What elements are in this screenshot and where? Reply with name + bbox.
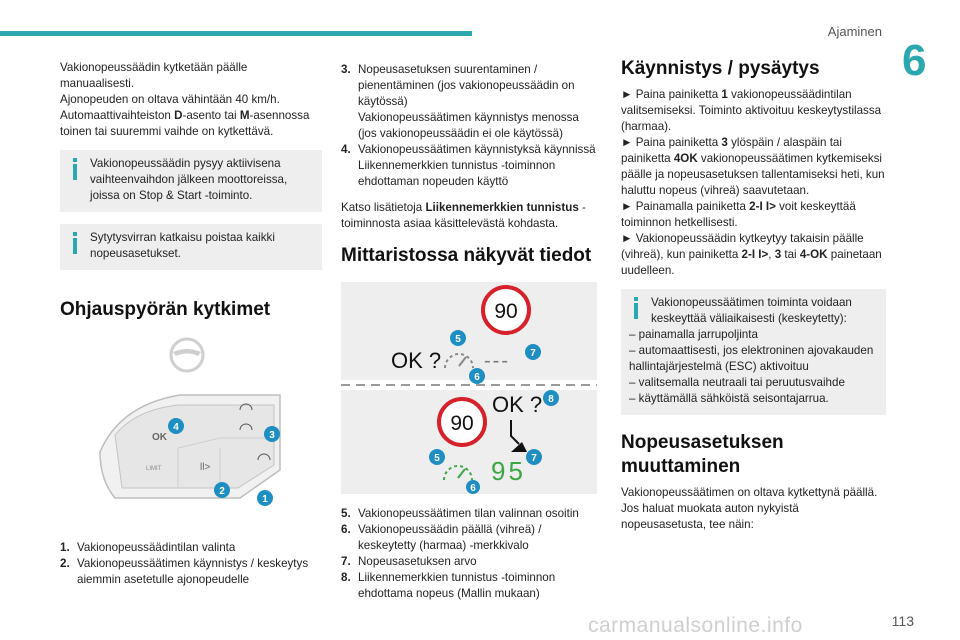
page-number: 113 [891, 613, 914, 629]
list-item: 6. Vakionopeussäädin päällä (vihreä) / keskeytetty (harmaa) -merkkivalo [341, 523, 542, 552]
list-item: 2. Vakionopeussäätimen käynnistys / keskeytys aiemmin asetetulle ajonopeudelle [60, 557, 309, 586]
header-accent-bar [0, 31, 472, 36]
list-item: 1. Vakionopeussäädintilan valinta [60, 541, 236, 554]
column-2 [341, 62, 597, 602]
info-box: Vakionopeussäätimen toiminta voidaan keskeyttää väliaikaisesti (keskeytetty): – painamalla jarrupoljinta – automaattisesti, jos elektroninen ajovakauden hallintajärjestelmä (ESC) aktivoituu – valitsemalla neutraali tai peruutusvaihde – käyttämällä sähköistä seisontajarrua. [621, 289, 886, 415]
step-paragraph: ► Vakionopeussäädin kytkeytyy takaisin päälle (vihreä), kun painiketta 2-I I>, 3 tai 4-OK painetaan uudelleen. [621, 232, 882, 277]
ok-prompt: OK ? [492, 392, 543, 417]
svg-text:ll>: ll> [200, 462, 211, 473]
column-1 [60, 60, 322, 588]
set-speed-value: 95 [491, 456, 526, 486]
info-item: – painamalla jarrupoljinta [629, 328, 758, 341]
svg-text:90: 90 [494, 300, 518, 323]
speed-limit-sign [483, 287, 529, 333]
list-item: 3. Nopeusasetuksen suurentaminen / pienentäminen (jos vakionopeussäädin on käytössä) Vakionopeussäätimen käynnistys menossa (jos vakionopeussäädin ei ole käytössä) [341, 63, 579, 140]
section-heading: Käynnistys / pysäytys [621, 58, 820, 79]
info-icon [69, 232, 81, 254]
watermark: carmanualsonline.info [588, 614, 803, 637]
info-item: – käyttämällä sähköistä seisontajarrua. [629, 392, 829, 405]
set-speed-placeholder: --- [484, 350, 510, 372]
svg-text:5: 5 [434, 453, 440, 464]
callout-badge-1 [257, 490, 273, 506]
callout-badge-2 [214, 482, 230, 498]
svg-text:4: 4 [173, 422, 179, 433]
callout-badge-5 [450, 330, 466, 346]
controls-list-continued [341, 62, 597, 190]
controls-list [60, 540, 322, 588]
intro-paragraph: Vakionopeussäädin kytketään päälle manuaalisesti. Ajonopeuden on oltava vähintään 40 km/h. Automaattivaihteiston D-asento tai M-asennossa toinen tai suuremmi vaihde on kytkettävä. [60, 61, 310, 138]
list-item: 8. Liikennemerkkien tunnistus -toiminnon ehdottama nopeus (Mallin mukaan) [341, 571, 556, 600]
body-paragraph: Jos haluat muokata auton nykyistä nopeusasetusta, tee näin: [621, 502, 799, 531]
speed-limit-sign [439, 399, 485, 445]
svg-text:6: 6 [474, 372, 480, 383]
svg-text:6: 6 [470, 483, 476, 494]
list-item: 4. Vakionopeussäätimen käynnistyksä käynnissä Liikennemerkkien tunnistus -toiminnon ehdottaman nopeuden käyttö [341, 143, 596, 188]
display-panel-1 [341, 282, 597, 380]
list-item: 5. Vakionopeussäätimen tilan valinnan osoitin [341, 507, 579, 520]
column-3 [621, 57, 886, 533]
list-item: 7. Nopeusasetuksen arvo [341, 555, 477, 568]
ok-prompt: OK ? [391, 348, 442, 373]
callout-badge-7 [526, 449, 542, 465]
section-heading: Ohjauspyörän kytkimet [60, 299, 271, 320]
display-legend-list [341, 506, 597, 602]
section-title: Ajaminen [827, 24, 882, 39]
step-paragraph: ► Paina painiketta 3 ylöspäin / alaspäin tai painiketta 4OK vakionopeussäätimen kytkemiseksi päälle ja nopeusasetuksen tallentamiseksi heti, kun haluttu nopeus (vihreä) saavutetaan. [621, 136, 885, 197]
info-box: Sytytysvirran katkaisu poistaa kaikki nopeusasetukset. [60, 224, 322, 270]
svg-text:7: 7 [531, 453, 537, 464]
instrument-display-figure [341, 282, 597, 494]
step-paragraph: ► Painamalla painiketta 2-I I> voit keskeyttää toiminnon hetkellisesti. [621, 200, 856, 229]
info-item: – automaattisesti, jos elektroninen ajovakauden hallintajärjestelmä (ESC) aktivoituu [629, 344, 874, 373]
info-box: Vakionopeussäädin pysyy aktiivisena vaihteenvaihdon jälkeen moottoreissa, joissa on Stop & Start -toiminto. [60, 150, 322, 212]
callout-badge-4 [168, 418, 184, 434]
info-item: – valitsemalla neutraali tai peruutusvaihde [629, 376, 845, 389]
svg-text:5: 5 [455, 334, 461, 345]
svg-text:1: 1 [262, 494, 268, 505]
callout-badge-8 [543, 390, 559, 406]
callout-badge-6 [466, 480, 480, 494]
svg-text:7: 7 [530, 348, 536, 359]
svg-text:8: 8 [548, 394, 554, 405]
section-heading: Mittaristossa näkyvät tiedot [341, 245, 592, 266]
limit-key-label: LIMIT [146, 466, 162, 472]
svg-text:2: 2 [219, 486, 225, 497]
callout-badge-6 [469, 368, 485, 384]
info-icon [69, 158, 81, 180]
callout-badge-3 [264, 426, 280, 442]
info-icon [630, 297, 642, 319]
see-also-paragraph: Katso lisätietoja Liikennemerkkien tunnistus -toiminnosta asiaa käsittelevästä kohdasta. [341, 201, 586, 230]
ok-key-label: OK [152, 432, 167, 443]
steering-wheel-controls-figure [60, 330, 322, 530]
callout-badge-7 [525, 344, 541, 360]
chapter-number: 6 [902, 36, 927, 85]
callout-badge-5 [429, 449, 445, 465]
svg-text:90: 90 [450, 412, 474, 435]
svg-text:3: 3 [269, 430, 275, 441]
body-paragraph: Vakionopeussäätimen on oltava kytkettynä päällä. [621, 486, 878, 499]
steering-wheel-icon [171, 339, 203, 371]
step-paragraph: ► Paina painiketta 1 vakionopeussäädintilan valitsemiseksi. Toiminto aktivoituu keskeytystilassa (harmaa). [621, 88, 882, 133]
section-heading: Nopeusasetuksen muuttaminen [621, 432, 784, 477]
